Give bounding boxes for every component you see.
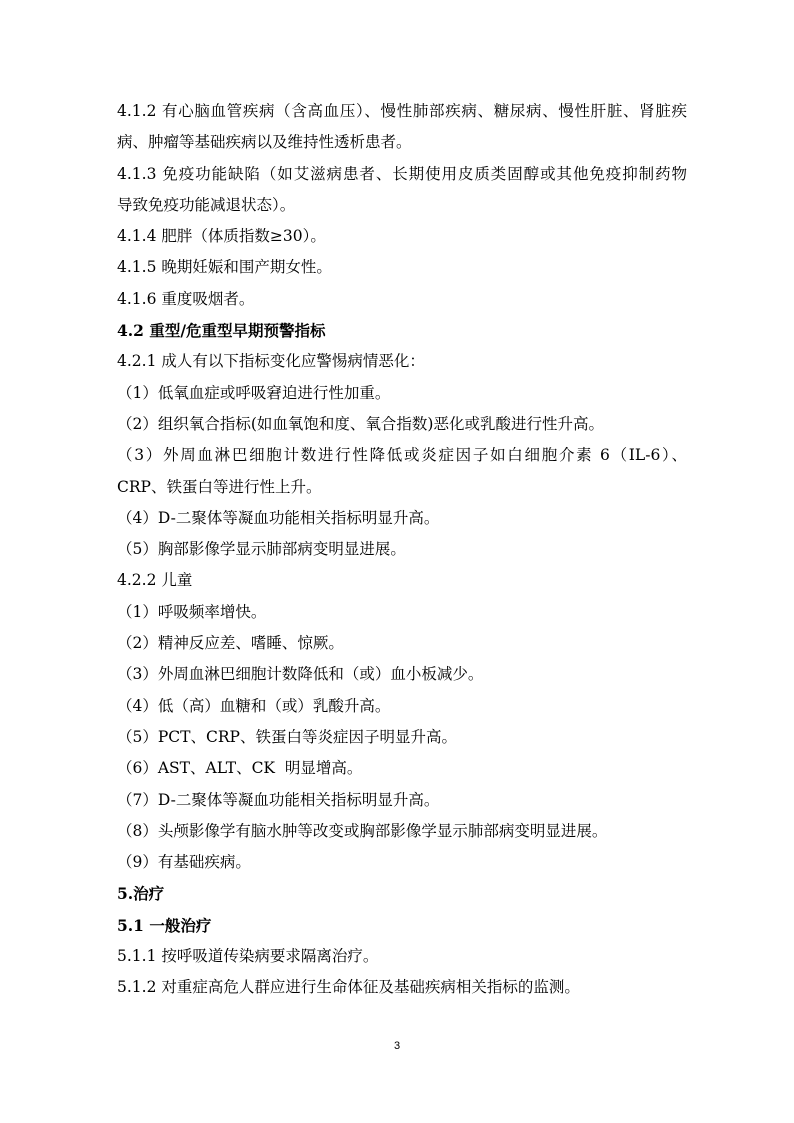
paragraph-line: 4.1.4 肥胖（体质指数≥30）。 — [117, 227, 326, 246]
list-item: （3）外周血淋巴细胞计数进行性降低或炎症因子如白细胞介素 6（IL-6）、 — [117, 446, 687, 465]
list-item: （8）头颅影像学有脑水肿等改变或胸部影像学显示肺部病变明显进展。 — [117, 821, 608, 840]
paragraph-line: 5.1.1 按呼吸道传染病要求隔离治疗。 — [117, 947, 379, 966]
list-item: （9）有基础疾病。 — [117, 853, 251, 872]
list-item: （5）胸部影像学显示肺部病变明显进展。 — [117, 540, 406, 559]
paragraph-line: 5.1.2 对重症高危人群应进行生命体征及基础疾病相关指标的监测。 — [117, 978, 580, 997]
list-item: （2）组织氧合指标(如血氧饱和度、氧合指数)恶化或乳酸进行性升高。 — [117, 414, 604, 433]
list-item: （7）D-二聚体等凝血功能相关指标明显升高。 — [117, 790, 440, 809]
list-item: （4）低（高）血糖和（或）乳酸升高。 — [117, 696, 391, 715]
list-item-continuation: CRP、铁蛋白等进行性上升。 — [117, 477, 322, 496]
list-item: （3）外周血淋巴细胞计数降低和（或）血小板减少。 — [117, 665, 484, 684]
paragraph-line: 4.1.2 有心脑血管疾病（含高血压）、慢性肺部疾病、糖尿病、慢性肝脏、肾脏疾 — [117, 102, 687, 120]
paragraph-line: 4.1.3 免疫功能缺陷（如艾滋病患者、长期使用皮质类固醇或其他免疫抑制药物 — [117, 164, 687, 183]
list-item: （6）AST、ALT、CK 明显增高。 — [117, 759, 363, 778]
section-heading: 4.2 重型/危重型早期预警指标 — [117, 321, 326, 341]
list-item: （4）D-二聚体等凝血功能相关指标明显升高。 — [117, 508, 440, 527]
section-heading: 5.治疗 — [117, 884, 165, 904]
page-number: 3 — [393, 1040, 401, 1052]
document-body — [117, 96, 687, 1004]
paragraph-line: 4.1.6 重度吸烟者。 — [117, 289, 255, 308]
list-item: （5）PCT、CRP、铁蛋白等炎症因子明显升高。 — [117, 727, 457, 746]
paragraph-line: 导致免疫功能减退状态）。 — [117, 195, 296, 214]
subsection-label: 4.2.2 儿童 — [117, 571, 193, 590]
paragraph-line: 4.2.1 成人有以下指标变化应警惕病情恶化： — [117, 352, 425, 371]
section-heading: 5.1 一般治疗 — [117, 915, 212, 935]
list-item: （1）低氧血症或呼吸窘迫进行性加重。 — [117, 383, 391, 402]
list-item: （2）精神反应差、嗜睡、惊厥。 — [117, 634, 344, 653]
paragraph-line: 4.1.5 晚期妊娠和围产期女性。 — [117, 258, 332, 277]
list-item: （1）呼吸频率增快。 — [117, 602, 267, 621]
paragraph-line: 病、肿瘤等基础疾病以及维持性透析患者。 — [117, 133, 412, 152]
